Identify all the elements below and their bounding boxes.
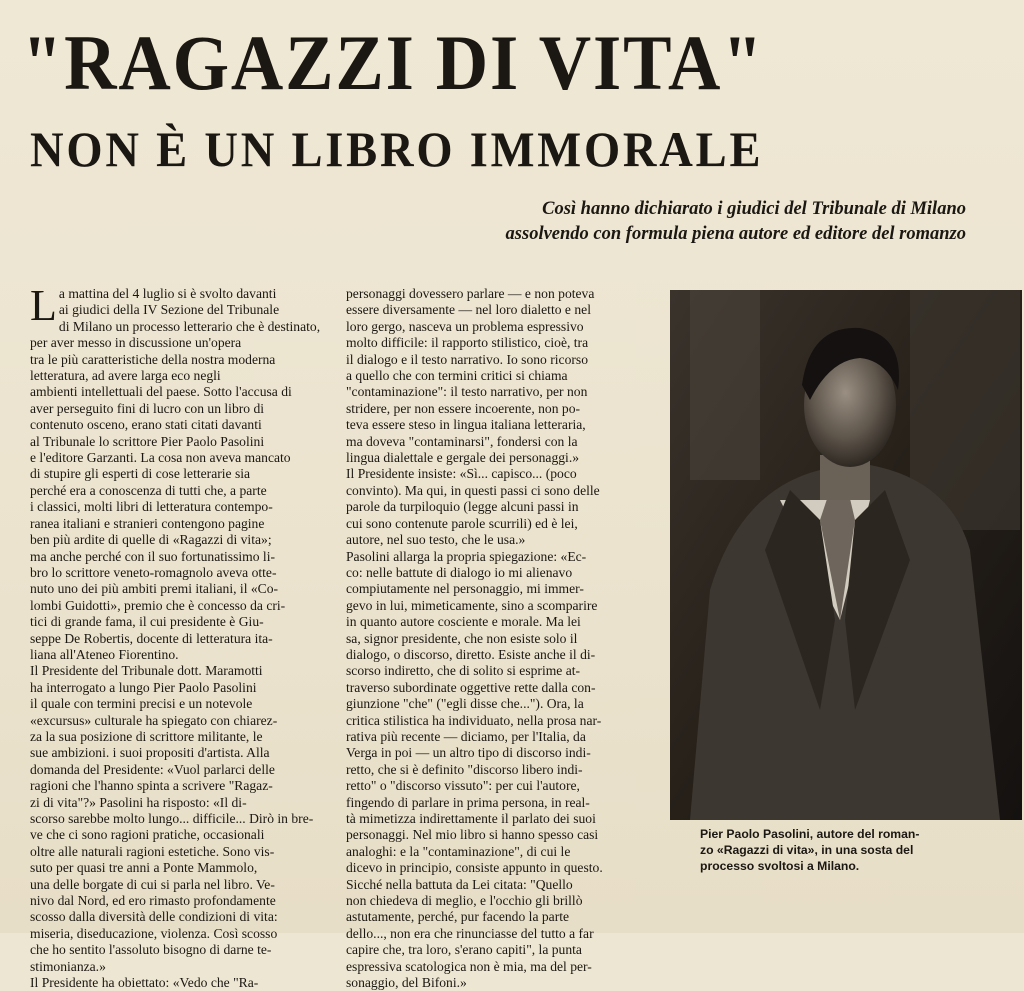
article-line: sa, signor presidente, che non esiste solo il: [346, 630, 578, 646]
article-line: a quello che con termini critici si chiama: [346, 368, 568, 384]
article-line: autore, nel suo testo, che le usa.»: [346, 532, 526, 548]
article-line: i classici, molti libri di letteratura contempo-: [30, 499, 273, 515]
subheadline: NON È UN LIBRO IMMORALE: [30, 121, 764, 177]
article-line: ma anche perché con il suo fortunatissimo li-: [30, 548, 275, 564]
article-line: ranea italiani e stranieri contengono pagine: [30, 515, 265, 531]
article-line: tra le più caratteristiche della nostra moderna: [30, 351, 276, 367]
caption-line: processo svoltosi a Milano.: [700, 859, 860, 873]
deck-line: Così hanno dichiarato i giudici del Tribunale di Milano: [542, 199, 966, 219]
article-column-2: [346, 286, 664, 991]
article-line: Pasolini allarga la propria spiegazione: «Ec-: [346, 548, 587, 564]
article-line: dello..., non era che rinunciasse del tutto a far: [346, 925, 594, 941]
article-line: che ho sentito l'assoluto bisogno di darne te-: [30, 942, 272, 958]
article-line: analoghi: e la "contaminazione", di cui le: [346, 843, 571, 859]
article-line: il quale con termini precisi e un notevole: [30, 696, 253, 712]
drop-cap: L: [30, 281, 57, 330]
article-line: zi di vita"?» Pasolini ha risposto: «Il di-: [30, 794, 247, 810]
article-line: rativa più recente — diciamo, per l'Italia, da: [346, 728, 586, 744]
headline: "RAGAZZI DI VITA": [22, 19, 765, 106]
article-line: scorso indiretto, che di solito si esprime at-: [346, 663, 581, 679]
article-line: essere diversamente — nel loro dialetto e nel: [346, 302, 591, 318]
article-line: al Tribunale lo scrittore Pier Paolo Pasolini: [30, 433, 265, 449]
article-line: traverso subordinate oggettive rette dalla con-: [346, 679, 596, 695]
photo-caption: [700, 826, 1010, 874]
article-line: una delle borgate di cui si parla nel libro. Ve-: [30, 876, 275, 892]
article-line: gevo in lui, mimeticamente, sino a scomparire: [346, 597, 598, 613]
article-line: Il Presidente ha obiettato: «Vedo che "Ra-: [30, 975, 259, 991]
article-line: co: nelle battute di dialogo io mi alienavo: [346, 564, 573, 580]
article-line: e l'editore Garzanti. La cosa non aveva mancato: [30, 450, 291, 466]
article-line: letteratura, ad avere larga eco negli: [30, 368, 221, 384]
article-line: convinto). Ma qui, in questi passi ci sono delle: [346, 482, 600, 498]
article-line: molto difficile: il rapporto stilistico, cioè, tra: [346, 335, 589, 351]
article-line: non chiedeva di meglio, e l'occhio gli brillò: [346, 893, 583, 909]
article-line: lingua dialettale e gergale dei personaggi.»: [346, 450, 580, 466]
article-line: personaggi. Nel mio libro si hanno spesso casi: [346, 827, 599, 843]
article-line: nivo dal Nord, ed ero rimasto profondamente: [30, 893, 276, 909]
article-line: ben più ardite di quelle di «Ragazzi di vita»;: [30, 532, 272, 548]
article-line: miseria, diseducazione, violenza. Così scosso: [30, 925, 278, 941]
article-line: Il Presidente del Tribunale dott. Maramotti: [30, 663, 263, 679]
article-line: za la sua posizione di scrittore militante, le: [30, 728, 263, 744]
article-line: sonaggio, del Bifoni.»: [346, 975, 467, 991]
article-line: Sicché nella battuta da Lei citata: "Quello: [346, 876, 573, 892]
article-line: oltre alle naturali ragioni estetiche. Sono vis-: [30, 843, 275, 859]
article-line: retto" o "discorso vissuto": per cui l'autore,: [346, 778, 580, 794]
article-line: sue ambizioni. i suoi propositi d'artista. Alla: [30, 745, 270, 761]
article-line: cui sono contenute parole scurrili) ed è lei,: [346, 515, 578, 531]
article-line: giunzione "che" ("egli disse che..."). Ora, la: [346, 696, 584, 712]
article-line: seppe De Robertis, docente di letteratura ita-: [30, 630, 273, 646]
article-line: a mattina del 4 luglio si è svolto davanti: [58, 286, 277, 301]
article-line: Verga in poi — un altro tipo di discorso indi-: [346, 745, 591, 761]
article-line: stimonianza.»: [30, 958, 106, 974]
article-line: suto per quasi tre anni a Ponte Mammolo,: [30, 860, 258, 876]
article-line: per aver messo in discussione un'opera: [30, 335, 242, 351]
article-line: tà mimetizza indirettamente il parlato dei suoi: [346, 811, 596, 826]
article-line: lombi Guidotti», premio che è concesso da cri-: [30, 597, 286, 613]
article-line: ha interrogato a lungo Pier Paolo Pasolini: [30, 679, 257, 695]
article-line: tici di grande fama, il cui presidente è Giu-: [30, 614, 264, 630]
article-line: contenuto osceno, erano stati citati davanti: [30, 417, 262, 433]
article-line: personaggi dovessero parlare — e non poteva: [346, 286, 595, 301]
article-line: retto, che si è definito "discorso libero indi-: [346, 761, 583, 777]
article-line: Il Presidente insiste: «Sì... capisco... (poco: [346, 466, 577, 482]
article-line: bro lo scrittore veneto-romagnolo aveva otte-: [30, 564, 277, 580]
article-line: liana all'Ateneo Fiorentino.: [30, 646, 179, 662]
article-line: dialogo, o discorso, diretto. Esiste anche il di-: [346, 646, 596, 662]
article-line: capire che, tra loro, s'erano capiti", la punta: [346, 942, 582, 958]
article-line: critica stilistica ha individuato, nella prosa nar-: [346, 712, 602, 728]
article-line: fingendo di parlare in prima persona, in real-: [346, 794, 590, 810]
article-line: ai giudici della IV Sezione del Tribunale: [58, 302, 280, 318]
article-line: domanda del Presidente: «Vuol parlarci delle: [30, 761, 275, 777]
article-line: scosso dalla diversità delle condizioni di vita:: [30, 909, 278, 925]
article-line: espressiva scatologica non è mia, ma del per-: [346, 958, 592, 974]
portrait-photo: [670, 290, 1022, 820]
article-line: ambienti intellettuali del paese. Sotto l'accusa di: [30, 384, 292, 400]
article-line: perché era a conoscenza di tutti che, a parte: [30, 482, 267, 498]
deck-line: assolvendo con formula piena autore ed editore del romanzo: [505, 224, 966, 244]
caption-line: Pier Paolo Pasolini, autore del roman-: [700, 827, 920, 841]
article-column-1: [30, 281, 338, 991]
article-line: compiutamente nel personaggio, mi immer-: [346, 581, 584, 597]
article-line: ve che ci sono ragioni pratiche, occasionali: [30, 827, 265, 843]
article-line: di stupire gli esperti di cose letterarie sia: [30, 466, 251, 482]
article-line: parole da turpiloquio (legge alcuni passi in: [346, 499, 579, 515]
article-line: nuto uno dei più ambiti premi italiani, il «Co-: [30, 581, 279, 597]
article-line: aver perseguito fini di lucro con un libro di: [30, 400, 265, 416]
article-line: ragioni che l'hanno spinta a scrivere "Ragaz-: [30, 778, 273, 794]
article-line: loro gergo, nasceva un problema espressivo: [346, 318, 584, 334]
article-line: dicevo in principio, consiste appunto in questo.: [346, 860, 603, 876]
article-line: ma doveva "contaminarsi", fondersi con la: [346, 433, 578, 449]
article-line: astutamente, perché, pur facendo la parte: [346, 909, 570, 925]
article-line: il dialogo e il testo narrativo. Io sono ricorso: [346, 351, 588, 367]
article-line: di Milano un processo letterario che è destinato,: [58, 318, 321, 334]
article-line: scorso sarebbe molto lungo... difficile... Dirò in bre-: [30, 811, 314, 826]
article-line: "contaminazione": il testo narrativo, per non: [346, 384, 588, 400]
article-line: teva essere steso in lingua italiana letteraria,: [346, 417, 586, 433]
article-line: in quanto autore cosciente e morale. Ma lei: [346, 614, 581, 630]
deck: [366, 197, 966, 247]
article-line: stridere, per non essere incoerente, non po-: [346, 400, 581, 416]
article-line: «excursus» culturale ha spiegato con chiarez-: [30, 712, 278, 728]
caption-line: zo «Ragazzi di vita», in una sosta del: [700, 843, 914, 857]
